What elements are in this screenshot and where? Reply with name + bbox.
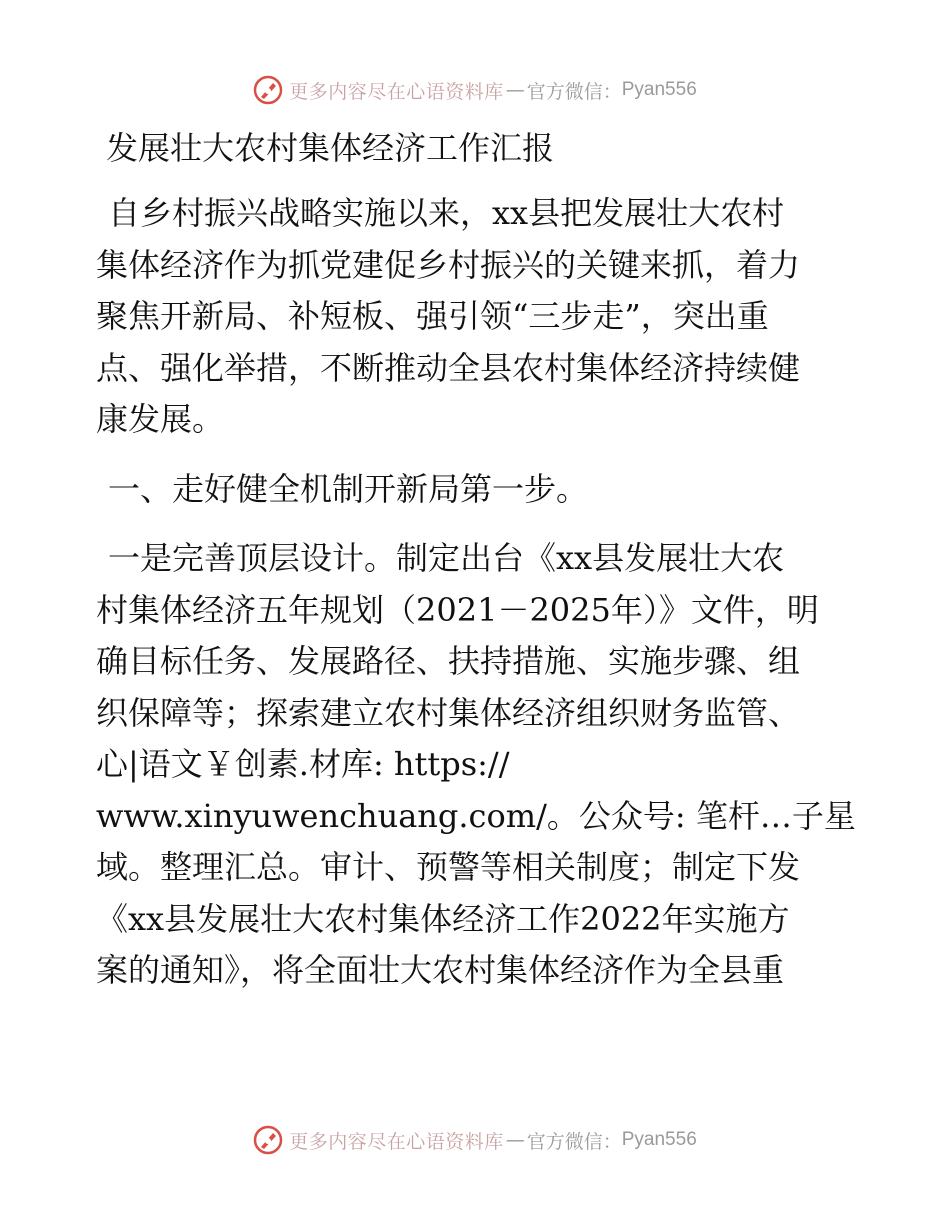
banner-wechat-id: Pyan556 <box>621 79 697 100</box>
banner-separator: — <box>505 79 525 101</box>
paragraph-intro <box>96 188 856 446</box>
text-line: 一是完善顶层设计。制定出台《xx县发展壮大农 <box>108 539 785 577</box>
banner-text: 更多内容尽在心语资料库 <box>289 1130 504 1153</box>
header-banner <box>0 70 950 110</box>
text-line: 域。整理汇总。审计、预警等相关制度；制定下发 <box>96 848 801 886</box>
text-line: 确目标任务、发展路径、扶持措施、实施步骤、组 <box>96 642 801 680</box>
text-line: 村集体经济五年规划（2021－2025年）》文件，明 <box>96 590 819 629</box>
document-body <box>96 126 856 1015</box>
text-line: 一、走好健全机制开新局第一步。 <box>108 469 589 508</box>
text-line: www.xinyuwenchuang.com/。公众号: 笔杆…子星 <box>96 796 856 835</box>
banner-wechat-id: Pyan556 <box>621 1129 697 1150</box>
paragraph-section-one <box>96 533 856 997</box>
document-title: 发展壮大农村集体经济工作汇报 <box>106 129 555 167</box>
text-line: 自乡村振兴战略实施以来，xx县把发展壮大农村 <box>108 194 785 232</box>
pen-logo-icon <box>253 1125 283 1155</box>
banner-wechat-label: 官方微信： <box>526 1130 622 1153</box>
text-line: 点、强化举措，不断推动全县农村集体经济持续健 <box>96 348 801 387</box>
banner-wechat-label: 官方微信： <box>526 80 622 103</box>
pen-logo-icon <box>253 75 283 105</box>
section-heading <box>96 464 856 516</box>
text-line: 聚焦开新局、补短板、强引领“三步走”，突出重 <box>96 297 769 335</box>
text-line: 心|语文￥创素.材库: https:// <box>96 745 510 783</box>
text-line: 集体经济作为抓党建促乡村振兴的关键来抓，着力 <box>96 245 801 284</box>
footer-banner <box>0 1120 950 1160</box>
text-line: 《xx县发展壮大农村集体经济工作2022年实施方 <box>96 899 790 938</box>
text-line: 织保障等；探索建立农村集体经济组织财务监管、 <box>96 693 801 732</box>
banner-text: 更多内容尽在心语资料库 <box>289 80 504 103</box>
text-line: 康发展。 <box>96 400 225 438</box>
text-line: 案的通知》，将全面壮大农村集体经济作为全县重 <box>96 951 785 989</box>
banner-separator: — <box>505 1129 525 1151</box>
